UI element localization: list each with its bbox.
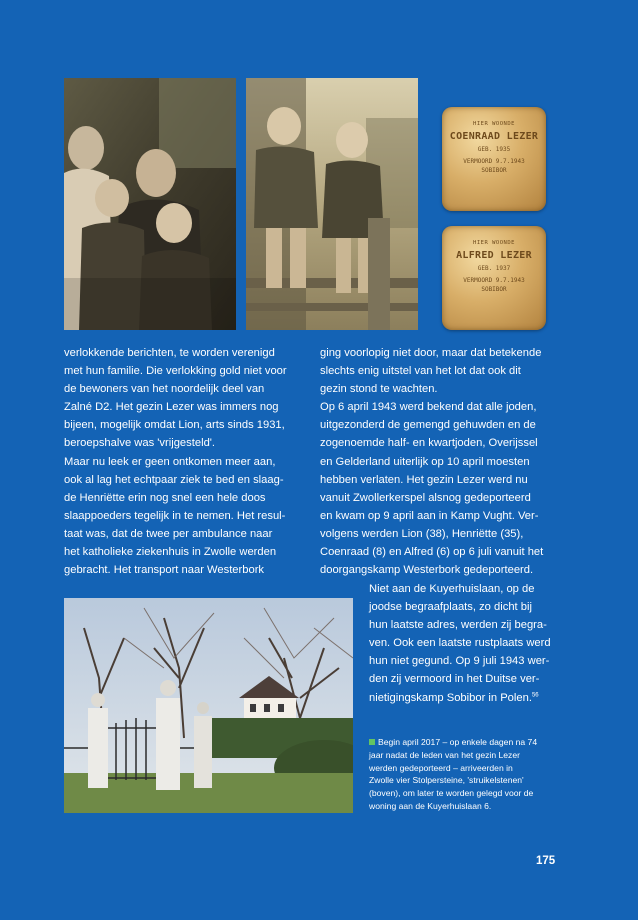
text-line: het katholieke ziekenhuis in Zwolle werden <box>64 546 277 559</box>
text-line: bijeen, mogelijk omdat Lion, arts sinds 1931, <box>64 419 285 432</box>
text-line: verlokkende berichten, te worden verenigd <box>64 347 275 359</box>
body-text-bottom-column <box>369 580 551 707</box>
text-line: Op 6 april 1943 werd bekend dat alle joden, <box>320 401 537 414</box>
stone-heading: HIER WOONDE <box>473 121 515 127</box>
text-line: gezin stond te wachten. <box>320 383 438 396</box>
text-line: taat was, dat de twee per ambulance naar <box>64 527 273 540</box>
text-line: gebracht. Het transport naar Westerbork <box>64 564 265 577</box>
caption-marker <box>369 739 375 745</box>
stone-heading: HIER WOONDE <box>473 240 515 246</box>
house-photo <box>64 598 353 813</box>
text-line: hun laatste adres, werden zij begra- <box>369 619 547 632</box>
page-number: 175 <box>536 855 556 867</box>
stone-born: GEB. 1937 <box>477 265 511 272</box>
text-line: slaappoeders tegelijk in te nemen. Het resul- <box>64 509 286 522</box>
text-line: beroepshalve was 'vrijgesteld'. <box>64 437 216 450</box>
stolperstein-coenraad <box>442 107 546 211</box>
text-line: uitgezonderd de gemengd gehuwden en de <box>320 419 536 432</box>
text-line: Maar nu leek er geen ontkomen meer aan, <box>64 455 276 468</box>
caption-line: jaar nadat de leden van het gezin Lezer <box>369 749 520 760</box>
stone-born: GEB. 1935 <box>477 146 511 153</box>
caption-line <box>369 736 537 749</box>
text-line: vanuit Zwollerkerspel alsnog gedeporteerd <box>320 491 531 504</box>
photo-caption <box>369 736 537 813</box>
boys-photo <box>246 78 418 330</box>
text-line: ven. Ook een laatste rustplaats werd <box>369 637 551 650</box>
text-line: hun niet gegund. Op 9 juli 1943 wer- <box>369 655 550 668</box>
text-line: doorgangskamp Westerbork gedeporteerd. <box>320 564 534 577</box>
text-line: ook al lag het echtpaar ziek te bed en slaag- <box>64 473 284 486</box>
body-text-right-column <box>320 344 543 579</box>
stone-place: SOBIBOR <box>481 286 507 293</box>
stone-place: SOBIBOR <box>481 167 507 174</box>
caption-line-text: Begin april 2017 – op enkele dagen na 74 <box>378 737 538 747</box>
text-line: en kwam op 9 april aan in Kamp Vught. Ver- <box>320 509 539 522</box>
caption-line: woning aan de Kuyerhuislaan 6. <box>369 800 492 811</box>
text-line: den zij vermoord in het Duitse ver- <box>369 673 540 686</box>
body-text-left-column <box>64 344 287 579</box>
text-line: hebben verlaten. Het gezin Lezer werd nu <box>320 473 528 486</box>
stone-fate: VERMOORD 9.7.1943 <box>463 158 525 165</box>
footnote-reference: 56 <box>531 691 539 698</box>
stolperstein-alfred <box>442 226 546 330</box>
text-line <box>369 689 551 707</box>
caption-line: werden gedeporteerd – arriveerden in <box>369 762 513 773</box>
family-photo <box>64 78 236 330</box>
text-line: zogenoemde half- en kwartjoden, Overijssel <box>320 437 538 450</box>
stone-name: ALFRED LEZER <box>456 250 532 261</box>
text-line: de Henriëtte erin nog snel een hele doos <box>64 491 266 504</box>
text-line: volgens werden Lion (38), Henriëtte (35), <box>320 527 524 540</box>
stone-name: COENRAAD LEZER <box>449 131 539 142</box>
text-line: Niet aan de Kuyerhuislaan, op de <box>369 583 535 595</box>
text-line: Zalné D2. Het gezin Lezer was immers nog <box>64 401 279 414</box>
text-line-final: nietigingskamp Sobibor in Polen. <box>369 691 532 704</box>
text-line: joodse begraafplaats, zo dicht bij <box>369 601 532 614</box>
text-line: Coenraad (8) en Alfred (6) op 6 juli vanuit het <box>320 546 544 559</box>
text-line: de bewoners van het noordelijk deel van <box>64 383 265 396</box>
text-line: met hun familie. Die verlokking gold niet voor <box>64 365 287 378</box>
caption-line: (boven), om later te worden gelegd voor de <box>369 788 534 799</box>
stone-fate: VERMOORD 9.7.1943 <box>463 277 525 284</box>
text-line: slechts enig uitstel van het lot dat ook dit <box>320 365 521 378</box>
caption-line: Zwolle vier Stolpersteine, 'struikelstenen' <box>369 775 524 786</box>
text-line: ging voorlopig niet door, maar dat betekende <box>320 347 542 359</box>
text-line: en Gelderland uiterlijk op 10 april moesten <box>320 455 530 468</box>
